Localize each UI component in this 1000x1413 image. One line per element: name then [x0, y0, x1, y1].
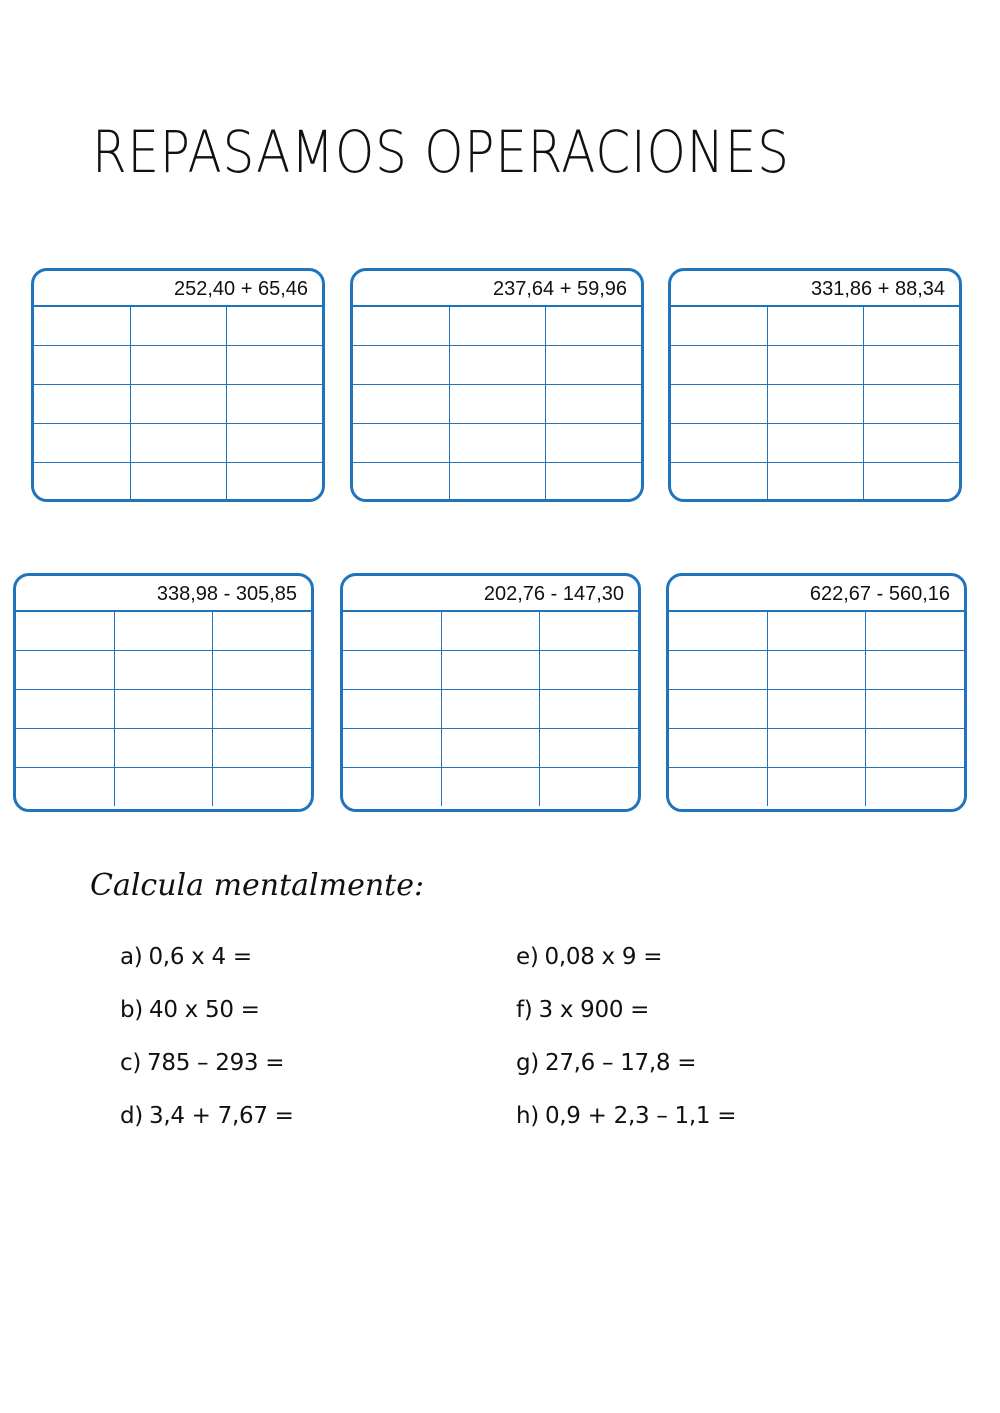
grid-cell[interactable]	[34, 463, 130, 502]
grid-cell[interactable]	[441, 690, 539, 729]
grid-cell[interactable]	[343, 729, 441, 768]
item-label: a)	[120, 944, 143, 970]
grid-cell[interactable]	[130, 346, 226, 385]
grid-cell[interactable]	[114, 612, 212, 651]
grid-cell[interactable]	[863, 307, 959, 346]
operation-label: 331,86 + 88,34	[671, 271, 959, 307]
grid-cell[interactable]	[114, 690, 212, 729]
grid-cell[interactable]	[16, 729, 114, 768]
grid-cell[interactable]	[767, 612, 865, 651]
grid-cell[interactable]	[449, 463, 545, 502]
grid-cell[interactable]	[130, 463, 226, 502]
grid-cell[interactable]	[213, 690, 311, 729]
answer-field[interactable]	[704, 1051, 794, 1077]
answer-field[interactable]	[670, 945, 760, 971]
grid-cell[interactable]	[545, 424, 641, 463]
mental-item	[120, 997, 358, 1024]
item-expression: 40 x 50 =	[148, 997, 260, 1023]
operation-box	[31, 268, 325, 502]
grid-cell[interactable]	[353, 346, 449, 385]
answer-grid	[34, 307, 322, 501]
grid-cell[interactable]	[671, 385, 767, 424]
answer-field[interactable]	[744, 1104, 834, 1130]
grid-cell[interactable]	[669, 612, 767, 651]
answer-field[interactable]	[302, 1104, 392, 1130]
grid-cell[interactable]	[767, 463, 863, 502]
grid-cell[interactable]	[863, 346, 959, 385]
grid-cell[interactable]	[34, 424, 130, 463]
grid-cell[interactable]	[130, 424, 226, 463]
grid-cell[interactable]	[353, 307, 449, 346]
item-label: d)	[120, 1103, 143, 1129]
grid-cell[interactable]	[863, 385, 959, 424]
answer-field[interactable]	[268, 998, 358, 1024]
grid-cell[interactable]	[353, 424, 449, 463]
grid-cell[interactable]	[540, 768, 638, 807]
grid-cell[interactable]	[540, 612, 638, 651]
grid-cell[interactable]	[449, 424, 545, 463]
mental-item	[516, 1103, 834, 1130]
grid-cell[interactable]	[671, 346, 767, 385]
mental-item	[516, 1050, 794, 1077]
grid-cell[interactable]	[671, 307, 767, 346]
mental-item	[120, 1103, 392, 1130]
answer-field[interactable]	[260, 945, 350, 971]
grid-cell[interactable]	[114, 768, 212, 807]
answer-grid	[16, 612, 311, 806]
grid-cell[interactable]	[671, 424, 767, 463]
operation-box	[13, 573, 314, 812]
grid-cell[interactable]	[226, 424, 322, 463]
grid-cell[interactable]	[213, 612, 311, 651]
operation-label: 622,67 - 560,16	[669, 576, 964, 612]
grid-cell[interactable]	[545, 307, 641, 346]
mental-item	[120, 1050, 382, 1077]
grid-cell[interactable]	[540, 729, 638, 768]
grid-cell[interactable]	[226, 463, 322, 502]
grid-cell[interactable]	[671, 463, 767, 502]
operation-box	[668, 268, 962, 502]
answer-grid	[671, 307, 959, 501]
grid-cell[interactable]	[353, 385, 449, 424]
item-label: g)	[516, 1050, 539, 1076]
grid-cell[interactable]	[130, 385, 226, 424]
operation-label: 202,76 - 147,30	[343, 576, 638, 612]
mental-item	[516, 944, 760, 971]
grid-cell[interactable]	[545, 463, 641, 502]
grid-cell[interactable]	[866, 651, 964, 690]
answer-grid	[669, 612, 964, 806]
operation-label: 252,40 + 65,46	[34, 271, 322, 307]
grid-cell[interactable]	[226, 346, 322, 385]
grid-cell[interactable]	[343, 612, 441, 651]
grid-cell[interactable]	[866, 768, 964, 807]
item-expression: 3 x 900 =	[538, 997, 650, 1023]
grid-cell[interactable]	[213, 729, 311, 768]
grid-cell[interactable]	[669, 768, 767, 807]
operation-label: 338,98 - 305,85	[16, 576, 311, 612]
grid-cell[interactable]	[540, 690, 638, 729]
page-title: REPASAMOS OPERACIONES	[92, 118, 790, 186]
operation-label: 237,64 + 59,96	[353, 271, 641, 307]
grid-cell[interactable]	[353, 463, 449, 502]
grid-cell[interactable]	[767, 651, 865, 690]
grid-cell[interactable]	[866, 729, 964, 768]
grid-cell[interactable]	[669, 690, 767, 729]
grid-cell[interactable]	[114, 729, 212, 768]
grid-cell[interactable]	[213, 768, 311, 807]
grid-cell[interactable]	[16, 651, 114, 690]
grid-cell[interactable]	[343, 651, 441, 690]
answer-field[interactable]	[292, 1051, 382, 1077]
grid-cell[interactable]	[34, 307, 130, 346]
item-label: c)	[120, 1050, 142, 1076]
grid-cell[interactable]	[863, 424, 959, 463]
item-label: h)	[516, 1103, 539, 1129]
answer-grid	[353, 307, 641, 501]
grid-cell[interactable]	[441, 651, 539, 690]
grid-cell[interactable]	[767, 307, 863, 346]
operation-box	[340, 573, 641, 812]
grid-cell[interactable]	[767, 729, 865, 768]
item-label: e)	[516, 944, 539, 970]
answer-field[interactable]	[657, 998, 747, 1024]
grid-cell[interactable]	[669, 651, 767, 690]
item-label: b)	[120, 997, 143, 1023]
grid-cell[interactable]	[16, 612, 114, 651]
grid-cell[interactable]	[226, 385, 322, 424]
grid-cell[interactable]	[866, 612, 964, 651]
grid-cell[interactable]	[863, 463, 959, 502]
operation-box	[666, 573, 967, 812]
answer-grid	[343, 612, 638, 806]
grid-cell[interactable]	[449, 385, 545, 424]
grid-cell[interactable]	[545, 385, 641, 424]
mental-item	[120, 944, 350, 971]
item-expression: 3,4 + 7,67 =	[148, 1103, 294, 1129]
grid-cell[interactable]	[130, 307, 226, 346]
mental-item	[516, 997, 747, 1024]
grid-cell[interactable]	[213, 651, 311, 690]
grid-cell[interactable]	[767, 690, 865, 729]
grid-cell[interactable]	[540, 651, 638, 690]
grid-cell[interactable]	[866, 690, 964, 729]
grid-cell[interactable]	[767, 424, 863, 463]
grid-cell[interactable]	[441, 612, 539, 651]
grid-cell[interactable]	[449, 307, 545, 346]
grid-cell[interactable]	[343, 768, 441, 807]
item-expression: 0,9 + 2,3 – 1,1 =	[544, 1103, 737, 1129]
grid-cell[interactable]	[441, 729, 539, 768]
item-expression: 785 – 293 =	[147, 1050, 285, 1076]
grid-cell[interactable]	[545, 346, 641, 385]
item-expression: 27,6 – 17,8 =	[544, 1050, 697, 1076]
mental-math-heading: Calcula mentalmente:	[90, 868, 425, 903]
grid-cell[interactable]	[343, 690, 441, 729]
grid-cell[interactable]	[16, 768, 114, 807]
grid-cell[interactable]	[449, 346, 545, 385]
operation-box	[350, 268, 644, 502]
grid-cell[interactable]	[34, 385, 130, 424]
grid-cell[interactable]	[441, 768, 539, 807]
grid-cell[interactable]	[114, 651, 212, 690]
grid-cell[interactable]	[16, 690, 114, 729]
grid-cell[interactable]	[669, 729, 767, 768]
item-expression: 0,6 x 4 =	[148, 944, 252, 970]
grid-cell[interactable]	[767, 768, 865, 807]
item-expression: 0,08 x 9 =	[544, 944, 663, 970]
grid-cell[interactable]	[226, 307, 322, 346]
item-label: f)	[516, 997, 533, 1023]
grid-cell[interactable]	[34, 346, 130, 385]
grid-cell[interactable]	[767, 346, 863, 385]
grid-cell[interactable]	[767, 385, 863, 424]
